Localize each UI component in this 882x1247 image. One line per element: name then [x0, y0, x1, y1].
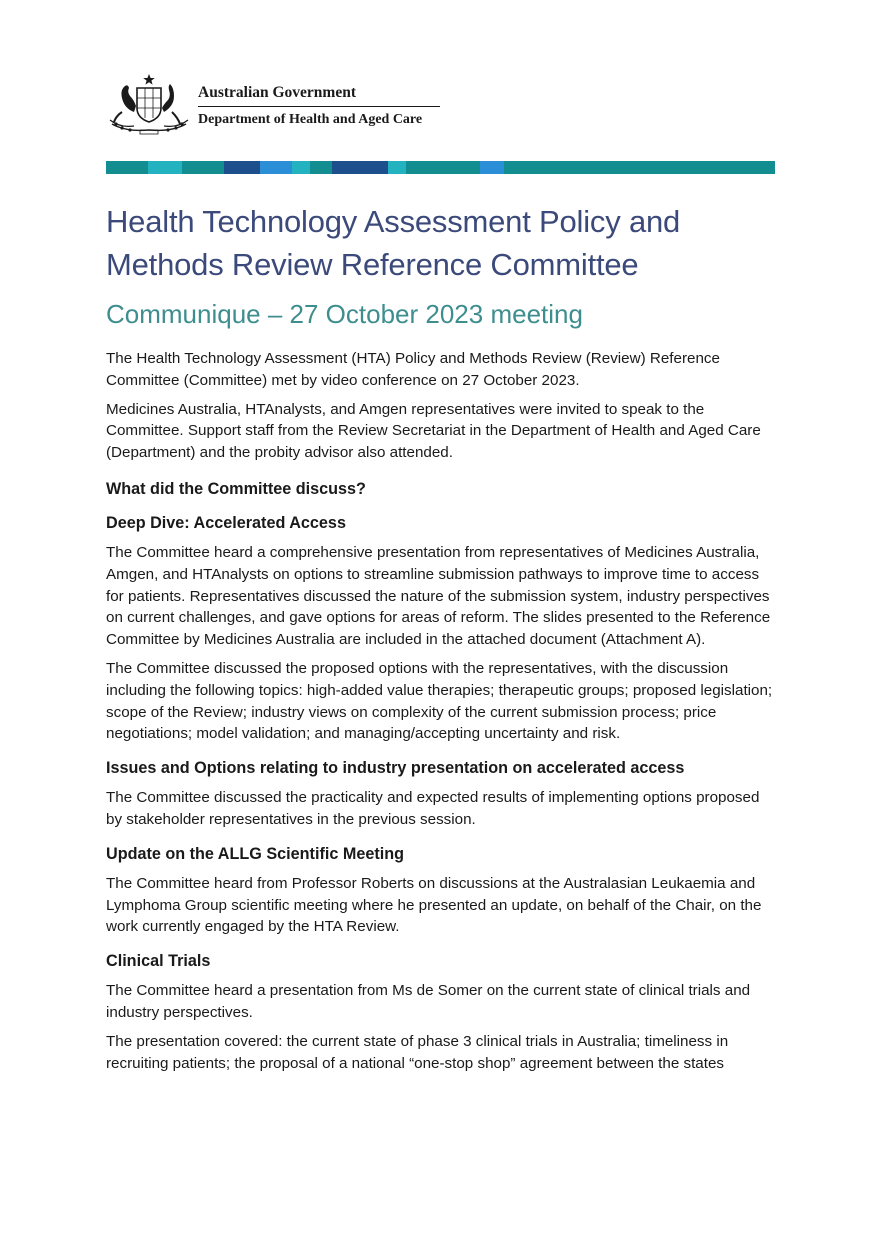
section-paragraph: The Committee heard from Professor Roberts on discussions at the Australasian Leukaemia and Lymphoma Group scientific meeting where he presented an update, on behalf of the Chair, on the work currently engaged by the HTA Review.	[106, 874, 762, 936]
intro-paragraph: Medicines Australia, HTAnalysts, and Amgen representatives were invited to speak to the Committee. Support staff from the Review Secretariat in the Department of Health and Aged Care (Department) and the probity advisor also attended.	[106, 400, 761, 462]
government-name: Australian Government	[198, 84, 440, 107]
band-segment	[106, 161, 148, 174]
document-title: Health Technology Assessment Policy and Methods Review Reference Committee	[106, 204, 681, 282]
section-paragraph: The presentation covered: the current state of phase 3 clinical trials in Australia; timeliness in recruiting patients; the proposal of a national “one-stop shop” agreement between the states	[106, 1032, 729, 1072]
band-segment	[224, 161, 260, 174]
section-heading: Issues and Options relating to industry presentation on accelerated access	[106, 759, 685, 778]
band-segment	[332, 161, 388, 174]
section-heading: Deep Dive: Accelerated Access	[106, 513, 346, 532]
band-segment	[260, 161, 292, 174]
header-colour-band	[106, 161, 775, 174]
section-heading: Update on the ALLG Scientific Meeting	[106, 844, 404, 863]
band-segment	[292, 161, 310, 174]
band-segment	[148, 161, 182, 174]
discussion-heading: What did the Committee discuss?	[106, 479, 366, 498]
section-paragraph: The Committee discussed the practicality and expected results of implementing options proposed by stakeholder representatives in the previous session.	[106, 789, 760, 828]
section-paragraph: The Committee heard a presentation from Ms de Somer on the current state of clinical trials and industry perspectives.	[106, 982, 751, 1021]
document-body	[106, 200, 778, 1074]
document-subtitle: Communique – 27 October 2023 meeting	[106, 299, 583, 329]
intro-paragraph: The Health Technology Assessment (HTA) Policy and Methods Review (Review) Reference Committee (Committee) met by video conference on 27 October 2023.	[106, 350, 720, 389]
section-heading: Clinical Trials	[106, 952, 211, 971]
department-name: Department of Health and Aged Care	[198, 112, 423, 127]
band-segment	[182, 161, 224, 174]
band-segment	[480, 161, 504, 174]
band-segment	[388, 161, 406, 174]
section-paragraph: The Committee discussed the proposed options with the representatives, with the discussion including the following topics: high-added value therapies; therapeutic groups; proposed legislation; scope of the Review; industry views on complexity of the current submission process; price negotiations; model validation; and managing/accepting uncertainty and risk.	[106, 659, 773, 743]
band-segment	[406, 161, 480, 174]
government-name-block	[198, 84, 440, 128]
band-segment	[310, 161, 332, 174]
section-paragraph: The Committee heard a comprehensive presentation from representatives of Medicines Australia, Amgen, and HTAnalysts on options to streamline submission pathways to improve time to access for patients. Representatives discussed the nature of the submission system, industry perspectives on current challenges, and gave options for areas of reform. The slides presented to the Reference Committee by Medicines Australia are included in the attached document (Attachment A).	[106, 543, 771, 649]
band-segment	[504, 161, 775, 174]
government-logo	[106, 72, 440, 138]
coat-of-arms-icon	[106, 72, 192, 138]
